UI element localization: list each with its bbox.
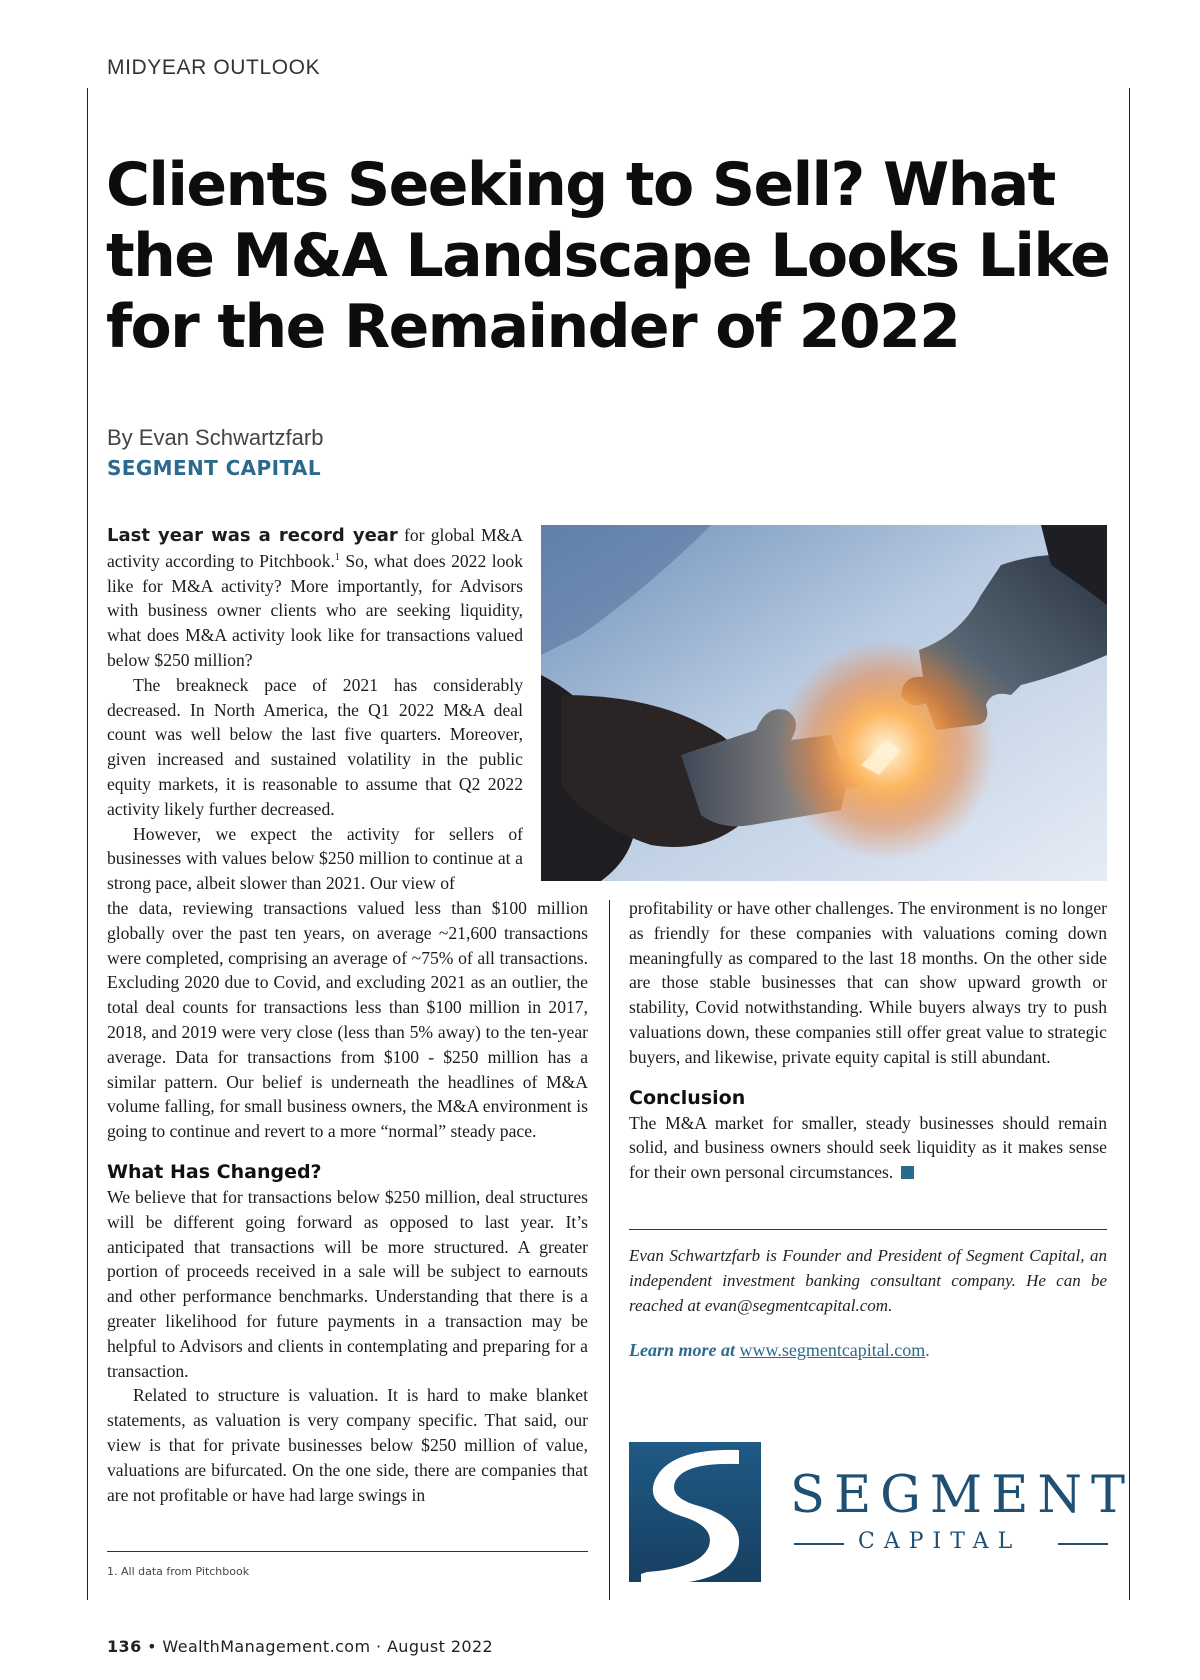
what-changed-heading: What Has Changed? (107, 1160, 322, 1183)
column-divider (609, 900, 610, 1600)
logo-rule-left (794, 1543, 844, 1545)
puzzle-pieces-photo (541, 525, 1107, 881)
publication-site: WealthManagement.com (162, 1637, 371, 1656)
learn-more: Learn more at www.segmentcapital.com. (629, 1340, 930, 1360)
headline (106, 150, 1110, 363)
conclusion-heading: Conclusion (629, 1086, 746, 1109)
intro-paragraph-3b: the data, reviewing transactions valued less than $100 million globally over the past ten years, on average ~21,600 transactions were completed, comprising an average of ~75% of all transactions. Excluding 2020 due to Covid, and excluding 2021 as an outlier, the total deal counts for transactions less than $100 million in 2017, 2018, and 2019 were very close (less than 5% away) to the ten-year average. Data for transactions from $100 - $250 million has a similar pattern. Our belief is underneath the headlines of M&A volume falling, for small business owners, the M&A environment is going to continue and revert to a more “normal” steady pace. (107, 898, 588, 1142)
what-changed-paragraph-2: Related to structure is valuation. It is hard to make blanket statements, as valuation is very company specific. That said, our view is that for private businesses below $250 million of value, valuations are bifurcated. On the one side, there are companies that are not profitable or have had large swings in (107, 1385, 588, 1505)
learn-more-label: Learn more at (629, 1340, 735, 1360)
logo-subword: CAPITAL (858, 1529, 1022, 1554)
issue-date: August 2022 (386, 1637, 494, 1656)
company-name: SEGMENT CAPITAL (107, 456, 321, 480)
intro-paragraph-3a: However, we expect the activity for sellers of businesses with values below $250 million to continue at a strong pace, albeit slower than 2021. Our view of (107, 823, 523, 894)
footnote: 1. All data from Pitchbook (107, 1565, 250, 1578)
end-mark-icon (901, 1166, 914, 1179)
left-column-text (107, 896, 588, 1507)
page-number: 136 (107, 1637, 142, 1656)
headline-line-1: Clients Seeking to Sell? What (106, 150, 1055, 220)
lead-in: Last year was a record year (107, 525, 398, 546)
left-rule (87, 88, 88, 1600)
logo-rule-right (1058, 1543, 1108, 1545)
headline-line-2: the M&A Landscape Looks Like (106, 221, 1110, 291)
intro-text-narrow (107, 523, 523, 896)
intro-paragraph-2: The breakneck pace of 2021 has considerably decreased. In North America, the Q1 2022 M&A deal count was well below the last five quarters. Moreover, given increased and sustained volatility in the public equity markets, it is reasonable to assume that Q2 2022 activity likely further decreased. (107, 674, 523, 819)
footnote-divider (107, 1551, 588, 1552)
section-label: MIDYEAR OUTLOOK (107, 56, 321, 79)
bio-divider (629, 1229, 1107, 1230)
footnote-ref: 1 (334, 551, 340, 563)
page-footer: 136 • WealthManagement.com · August 2022 (107, 1637, 494, 1656)
logo-subline (794, 1529, 1108, 1559)
right-paragraph-1: profitability or have other challenges. The environment is no longer as friendly for these companies with valuations coming down meaningfully as compared to the last 18 months. On the other side are those stable businesses that can show upward growth or stability, Covid notwithstanding. While buyers always try to push valuations down, these companies still offer great value to strategic buyers, and likewise, private equity capital is still abundant. (629, 898, 1107, 1067)
byline: By Evan Schwartzfarb (107, 425, 324, 450)
segment-logo-s-icon (629, 1442, 761, 1582)
website-link[interactable]: www.segmentcapital.com (739, 1340, 926, 1360)
intro-paragraph-1: Last year was a record year for global M&A activity according to Pitchbook.$^1$ So, what does 2022 look like for M&A activity? More importantly, for Advisors with business owner clients who are seeking liquidity, what does M&A activity look like for transactions valued below $250 million? (107, 525, 523, 670)
logo-wordmark: SEGMENT (790, 1466, 1134, 1525)
headline-line-3: for the Remainder of 2022 (106, 292, 960, 362)
right-column-text (629, 896, 1107, 1185)
author-bio: Evan Schwartzfarb is Founder and President of Segment Capital, an independent investment banking consultant company. He can be reached at evan@segmentcapital.com. (629, 1246, 1107, 1315)
conclusion-paragraph: The M&A market for smaller, steady businesses should remain solid, and business owners should seek liquidity as it makes sense for their own personal circumstances. (629, 1112, 1107, 1183)
right-rule (1129, 88, 1130, 1600)
what-changed-paragraph-1: We believe that for transactions below $250 million, deal structures will be different going forward as opposed to last year. It’s anticipated that transactions will be more structured. A greater portion of proceeds received in a sale will be subject to earnouts and other performance benchmarks. Understanding that there is a greater likelihood for future payments in a transaction may be helpful to Advisors and clients in contemplating and preparing for a transaction. (107, 1186, 588, 1381)
